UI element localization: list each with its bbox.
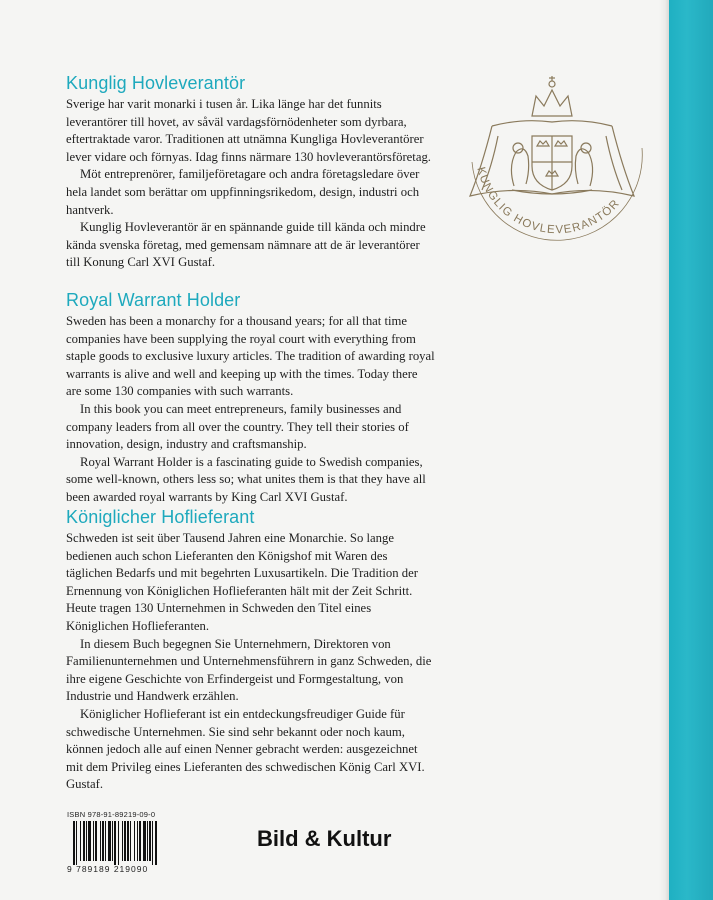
barcode-bar (83, 821, 85, 861)
barcode-bar (108, 821, 111, 861)
barcode-bar (127, 821, 129, 861)
barcode-bar (130, 821, 131, 861)
barcode-bar (137, 821, 138, 861)
barcode-bar (149, 821, 151, 861)
paragraph-english-2: In this book you can meet entrepreneurs, family businesses and company leaders from all over the country. They tell their stories of innovation, design, industry and craftsmanship. (66, 401, 409, 452)
barcode-bar (143, 821, 146, 861)
paragraph-german-1: Schweden ist seit über Tausend Jahren eine Monarchie. So lange bedienen auch schon Lieferanten den Königshof mit Waren des täglichen Bedarfs und mit begehrten Luxusartikeln. Die Tradition der Ernennung von Königlichen Hoflieferanten hält mit der Zeit Schritt. Heute tragen 130 Unternehmen in Schweden den Titel eines Königlichen Hoflieferanten. (66, 531, 418, 633)
paragraph-german-2: In diesem Buch begegnen Sie Unternehmern, Direktoren von Familienunternehmen und Unternehmensführern in ganz Schweden, die ihre eigene Geschichte von Erfindergeist und Formgestaltung, von Industrie und Handwerk erzählen. (66, 636, 432, 704)
spine-color-strip (669, 0, 713, 900)
barcode-bar (112, 821, 113, 861)
paragraph-swedish-3: Kunglig Hovleverantör är en spännande guide till kända och mindre kända svenska företag, med gemensam nämnare att de är leverantörer till Konung Carl XVI Gustaf. (66, 220, 426, 270)
barcode-bar (93, 821, 94, 861)
isbn-number: ISBN 978-91-89219-09-0 (67, 810, 156, 819)
barcode-bar (134, 821, 135, 861)
barcode-bar (124, 821, 126, 861)
barcode-bar (95, 821, 97, 861)
barcode-bar (114, 821, 116, 865)
barcode-bar (147, 821, 148, 861)
barcode-bar (80, 821, 81, 861)
section-german (66, 507, 436, 794)
isbn-barcode (67, 810, 207, 875)
barcode-bar (152, 821, 153, 865)
barcode-bars (67, 821, 207, 865)
barcode-bar (118, 821, 119, 865)
crest-caption: KUNGLIG HOVLEVERANTÖR (474, 165, 623, 237)
section-swedish (66, 73, 436, 272)
paragraph-english-1: Sweden has been a monarchy for a thousand years; for all that time companies have been supplying the royal court with everything from staple goods to exclusive luxury articles. The tradition of awarding royal warrants is alive and well and keeping up with the times. Today there are some 130 companies with such warrants. (66, 314, 435, 399)
barcode-bar (100, 821, 101, 861)
section-english (66, 290, 436, 507)
barcode-bar (73, 821, 75, 865)
barcode-bar (122, 821, 123, 861)
barcode-bar (76, 821, 77, 865)
heading-swedish: Kunglig Hovleverantör (66, 73, 246, 93)
royal-crest-emblem (452, 66, 652, 256)
paragraph-swedish-2: Möt entreprenörer, familjeföretagare och andra företagsledare över hela landet som berättar om uppfinningsrikedom, design, industri och hantverk. (66, 167, 420, 217)
barcode-bar (105, 821, 106, 861)
barcode-bar (86, 821, 87, 861)
heading-german: Königlicher Hoflieferant (66, 507, 255, 527)
paragraph-german-3: Königlicher Hoflieferant ist ein entdeckungsfreudiger Guide für schwedische Unternehmen. Sie sind sehr bekannt oder noch kaum, können jedoch alle auf einen Nenner gebracht werden: ausgezeichnet mit dem Privileg eines Lieferanten des schwedischen König Carl XVI. Gustaf. (66, 706, 425, 792)
cover-edge-shadow (659, 0, 669, 900)
heading-english: Royal Warrant Holder (66, 290, 241, 310)
barcode-bar (88, 821, 91, 861)
paragraph-english-3: Royal Warrant Holder is a fascinating guide to Swedish companies, some well-known, others less so; what unites them is that they have all been awarded royal warrants by King Carl XVI Gustaf. (66, 454, 426, 504)
publisher-logo: Bild & Kultur (257, 826, 392, 851)
barcode-bar (102, 821, 104, 861)
barcode-bar (139, 821, 141, 861)
barcode-digits: 9 789189 219090 (67, 864, 149, 874)
paragraph-swedish-1: Sverige har varit monarki i tusen år. Lika länge har det funnits leverantörer till hovet, av såväl vardagsförnödenheter som dyrbara, eftertraktade varor. Traditionen att utnämna Kungliga Hovleverantörer lever vidare och förnyas. Idag finns närmare 130 hovleverantörsföretag. (66, 97, 431, 164)
barcode-bar (155, 821, 157, 865)
